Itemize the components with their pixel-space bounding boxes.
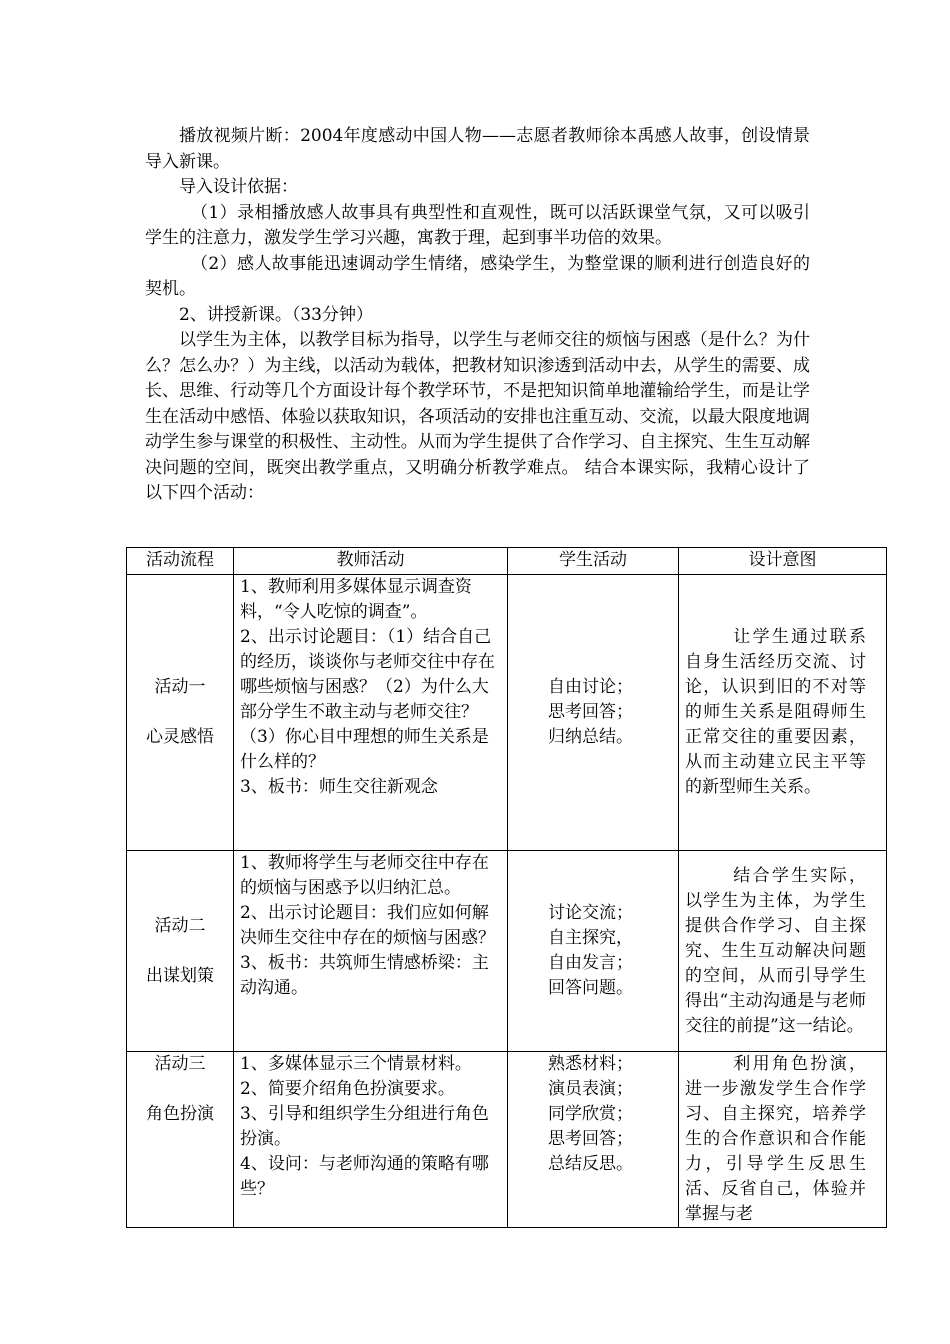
design-intent-text: 让学生通过联系自身生活经历交流、讨论，认识到旧的不对等的师生关系是阻碍师生正常交往的重要因素，从而主动建立民主平等的新型师生关系。: [685, 627, 866, 797]
header-activity-flow: 活动流程: [127, 548, 234, 575]
student-step: 自由讨论；: [548, 677, 633, 697]
activity-title: 角色扮演: [146, 1104, 214, 1124]
activity-number: 活动二: [154, 915, 206, 936]
paragraph-basis-2: （2）感人故事能迅速调动学生情绪，感染学生，为整堂课的顺利进行创造良好的契机。: [145, 253, 810, 299]
paragraph-design-basis-heading: 导入设计依据：: [179, 177, 298, 197]
table-header-row: [127, 548, 887, 575]
activity-number: 活动一: [154, 677, 206, 697]
student-step: 归纳总结。: [548, 727, 633, 747]
activity-flow-cell: [127, 851, 234, 1052]
teacher-step: 3、板书：共筑师生情感桥梁：主动沟通。: [240, 953, 489, 998]
activity-number: 活动三: [154, 1054, 206, 1074]
teacher-step: 1、教师将学生与老师交往中存在的烦恼与困惑予以归纳汇总。: [240, 853, 489, 898]
header-design-intent: 设计意图: [679, 548, 887, 575]
teacher-step: 2、简要介绍角色扮演要求。: [240, 1079, 455, 1099]
teacher-activity-cell: [234, 851, 508, 1052]
student-activity-cell: [508, 1052, 679, 1228]
student-step: 自主探究，: [548, 928, 633, 948]
design-intent-cell: [679, 1052, 887, 1228]
table-row: [127, 851, 887, 1052]
activity-title: 出谋划策: [146, 965, 214, 986]
paragraph-basis-1: （1）录相播放感人故事具有典型性和直观性，既可以活跃课堂气氛，又可以吸引学生的注意力，激发学生学习兴趣，寓教于理，起到事半功倍的效果。: [145, 202, 810, 248]
teacher-step: 2、出示讨论题目：（1）结合自己的经历，谈谈你与老师交往中存在哪些烦恼与困惑？（2）为什么大部分学生不敢主动与老师交往？（3）你心目中理想的师生关系是什么样的？: [240, 627, 495, 772]
teacher-step: 4、设问：与老师沟通的策略有哪些？: [240, 1154, 489, 1199]
student-activity-cell: [508, 851, 679, 1052]
header-student-activity: 学生活动: [508, 548, 679, 575]
intro-text: [145, 124, 810, 507]
teacher-step: 1、教师利用多媒体显示调查资料，“令人吃惊的调查”。: [240, 577, 472, 622]
student-step: 思考回答；: [548, 702, 633, 722]
paragraph-lesson-design: 以学生为主体，以教学目标为指导，以学生与老师交往的烦恼与困惑（是什么？为什么？怎么办？）为主线，以活动为载体，把教材知识渗透到活动中去，从学生的需要、成长、思维、行动等几个方面设计每个教学环节，不是把知识简单地灌输给学生，而是让学生在活动中感悟、体验以获取知识，各项活动的安排也注重互动、交流，以最大限度地调动学生参与课堂的积极性、主动性。从而为学生提供了合作学习、自主探究、生生互动解决问题的空间，既突出教学重点，又明确分析教学难点。 结合本课实际，我精心设计了以下四个活动：: [145, 330, 810, 503]
table-row: [127, 575, 887, 851]
student-step: 自由发言；: [548, 953, 633, 973]
student-step: 同学欣赏；: [548, 1104, 633, 1124]
student-step: 总结反思。: [548, 1154, 633, 1174]
teacher-step: 3、板书：师生交往新观念: [240, 777, 438, 797]
teacher-step: 3、引导和组织学生分组进行角色扮演。: [240, 1104, 489, 1149]
student-step: 熟悉材料；: [548, 1054, 633, 1074]
teacher-step: 1、多媒体显示三个情景材料。: [240, 1054, 472, 1074]
design-intent-text: 利用角色扮演，进一步激发学生合作学习、自主探究，培养学生的合作意识和合作能力，引导学生反思生活、反省自己，体验并掌握与老: [685, 1054, 866, 1224]
teacher-step: 2、出示讨论题目：我们应如何解决师生交往中存在的烦恼与困惑？: [240, 903, 495, 948]
activity-flow-cell: [127, 575, 234, 851]
student-step: 讨论交流；: [548, 903, 633, 923]
teacher-activity-cell: [234, 1052, 508, 1228]
activity-table: [126, 547, 887, 1228]
teacher-activity-cell: [234, 575, 508, 851]
student-activity-cell: [508, 575, 679, 851]
header-teacher-activity: 教师活动: [234, 548, 508, 575]
design-intent-cell: [679, 575, 887, 851]
table-row: [127, 1052, 887, 1228]
design-intent-cell: [679, 851, 887, 1052]
student-step: 思考回答；: [548, 1129, 633, 1149]
paragraph-new-lesson-heading: 2、讲授新课。（33分钟）: [179, 304, 373, 325]
design-intent-text: 结合学生实际，以学生为主体，为学生提供合作学习、自主探究、生生互动解决问题的空间，从而引导学生得出“主动沟通是与老师交往的前提”这一结论。: [685, 865, 866, 1036]
student-step: 演员表演；: [548, 1079, 633, 1099]
activity-title: 心灵感悟: [146, 727, 214, 747]
activity-flow-cell: [127, 1052, 234, 1228]
student-step: 回答问题。: [548, 978, 633, 998]
paragraph-video-intro: 播放视频片断：2004年度感动中国人物——志愿者教师徐本禹感人故事，创设情景导入新课。: [145, 126, 810, 172]
